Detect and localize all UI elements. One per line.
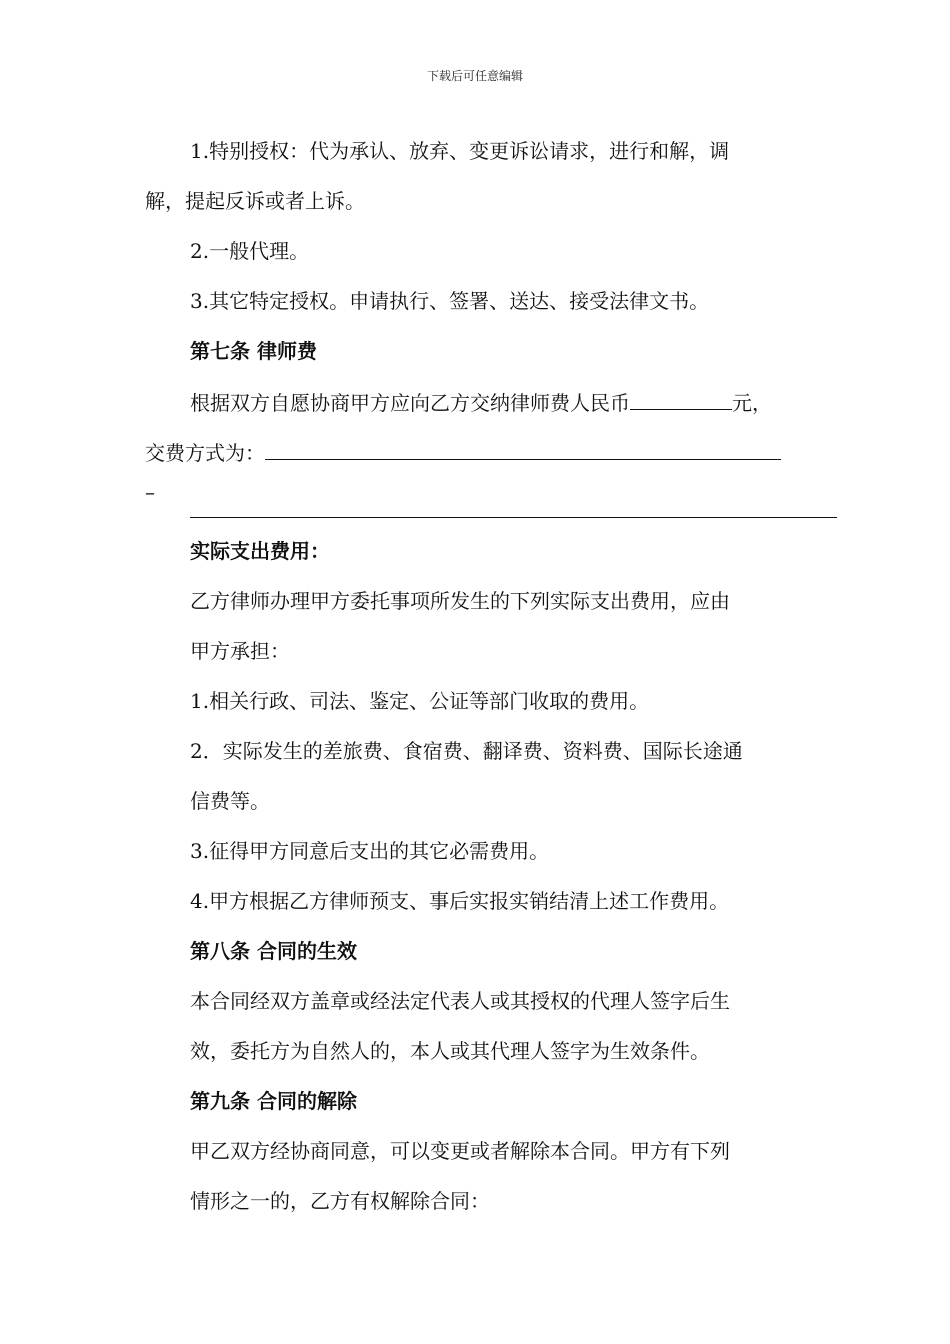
clause-other-authorization: 3.其它特定授权。申请执行、签署、送达、接受法律文书。 [190,289,710,313]
fee-unit-text: 元， [732,391,772,415]
termination-text: 甲乙双方经协商同意，可以变更或者解除本合同。甲方有下列 [190,1139,730,1163]
payment-method-blank-line [190,517,837,518]
article-8-heading: 第八条 合同的生效 [190,939,357,963]
expense-item-4: 4.甲方根据乙方律师预支、事后实报实销结清上述工作费用。 [190,889,730,913]
payment-method-line [145,439,781,465]
fee-amount-text: 根据双方自愿协商甲方应向乙方交纳律师费人民币 [190,391,630,415]
article-7-heading: 第七条 律师费 [190,339,317,363]
expenses-intro-cont: 甲方承担： [190,639,290,663]
page-header: 下载后可任意编辑 [426,69,523,83]
payment-method-label: 交费方式为： [145,441,265,465]
expense-item-1: 1.相关行政、司法、鉴定、公证等部门收取的费用。 [190,689,650,713]
termination-text-cont: 情形之一的，乙方有权解除合同： [190,1189,490,1213]
expenses-intro: 乙方律师办理甲方委托事项所发生的下列实际支出费用，应由 [190,589,730,613]
payment-method-blank [265,439,781,460]
article-9-heading: 第九条 合同的解除 [190,1089,357,1113]
validity-text: 本合同经双方盖章或经法定代表人或其授权的代理人签字后生 [190,989,730,1013]
clause-special-authorization-cont: 解，提起反诉或者上诉。 [145,189,365,213]
validity-text-cont: 效，委托方为自然人的，本人或其代理人签字为生效条件。 [190,1039,710,1063]
expense-item-2-cont: 信费等。 [190,789,270,813]
clause-general-agency: 2.一般代理。 [190,239,310,263]
fee-amount-blank [630,389,732,410]
expense-item-3: 3.征得甲方同意后支出的其它必需费用。 [190,839,550,863]
fee-amount-line [190,389,772,415]
clause-special-authorization: 1.特别授权：代为承认、放弃、变更诉讼请求，进行和解，调 [190,139,730,163]
actual-expenses-heading: 实际支出费用： [190,539,330,563]
continuation-dash: – [145,480,155,504]
expense-item-2: 2．实际发生的差旅费、食宿费、翻译费、资料费、国际长途通 [190,739,743,763]
